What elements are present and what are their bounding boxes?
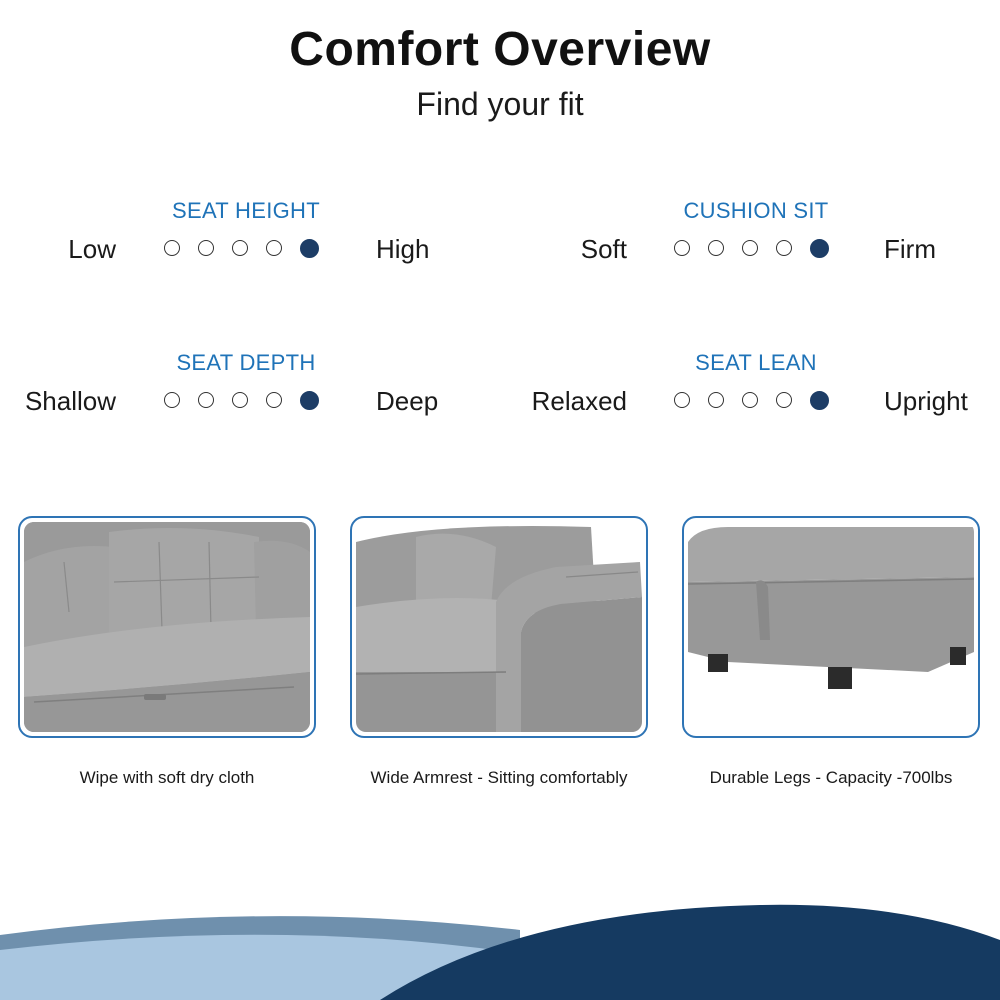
rating-seat-height: [0, 198, 500, 278]
rating-dot: [708, 240, 724, 256]
rating-dot: [776, 392, 792, 408]
page-title: Comfort Overview: [289, 23, 711, 76]
feature-card-cleaning: [18, 516, 316, 738]
rating-dot: [232, 240, 248, 256]
rating-dot: [232, 392, 248, 408]
rating-dot: [198, 392, 214, 408]
rating-dot: [164, 240, 180, 256]
rating-high-label: High: [376, 234, 430, 264]
rating-cushion-sit: [500, 198, 1000, 278]
rating-dot: [266, 240, 282, 256]
rating-dot: [164, 392, 180, 408]
rating-seat-lean: [500, 350, 1000, 430]
rating-low-label: Shallow: [24, 386, 116, 416]
rating-low-label: Relaxed: [531, 386, 627, 416]
rating-dot: [742, 392, 758, 408]
rating-dot: [742, 240, 758, 256]
rating-dot-selected: [810, 239, 829, 258]
feature-caption-armrest: Wide Armrest - Sitting comfortably: [370, 768, 628, 787]
rating-seat-depth: [0, 350, 500, 430]
rating-dots: [674, 240, 829, 260]
decorative-waves: [0, 880, 1000, 1000]
rating-dot-selected: [300, 391, 319, 410]
rating-low-label: Low: [68, 234, 116, 264]
feature-caption-cleaning: Wipe with soft dry cloth: [79, 768, 255, 787]
rating-dot: [198, 240, 214, 256]
rating-high-label: Firm: [884, 234, 936, 264]
rating-dot: [776, 240, 792, 256]
rating-dot: [708, 392, 724, 408]
sofa-seat-image: [24, 522, 310, 732]
page-subtitle: Find your fit: [416, 86, 584, 122]
rating-dot-selected: [810, 391, 829, 410]
feature-card-armrest: [350, 516, 648, 738]
rating-dots: [674, 392, 829, 412]
rating-label: SEAT HEIGHT: [172, 198, 320, 223]
rating-dot: [674, 240, 690, 256]
rating-label: CUSHION SIT: [683, 198, 829, 223]
rating-high-label: Deep: [376, 386, 439, 416]
feature-caption-legs: Durable Legs - Capacity -700lbs: [709, 768, 953, 787]
rating-dot-selected: [300, 239, 319, 258]
rating-dot: [674, 392, 690, 408]
rating-dots: [164, 392, 319, 412]
sofa-armrest-image: [356, 522, 642, 732]
rating-high-label: Upright: [884, 386, 968, 416]
storage-ottoman-image: [688, 522, 974, 732]
rating-label: SEAT DEPTH: [176, 350, 316, 375]
rating-low-label: Soft: [580, 234, 627, 264]
rating-dot: [266, 392, 282, 408]
feature-card-legs: [682, 516, 980, 738]
rating-dots: [164, 240, 319, 260]
rating-label: SEAT LEAN: [695, 350, 817, 375]
